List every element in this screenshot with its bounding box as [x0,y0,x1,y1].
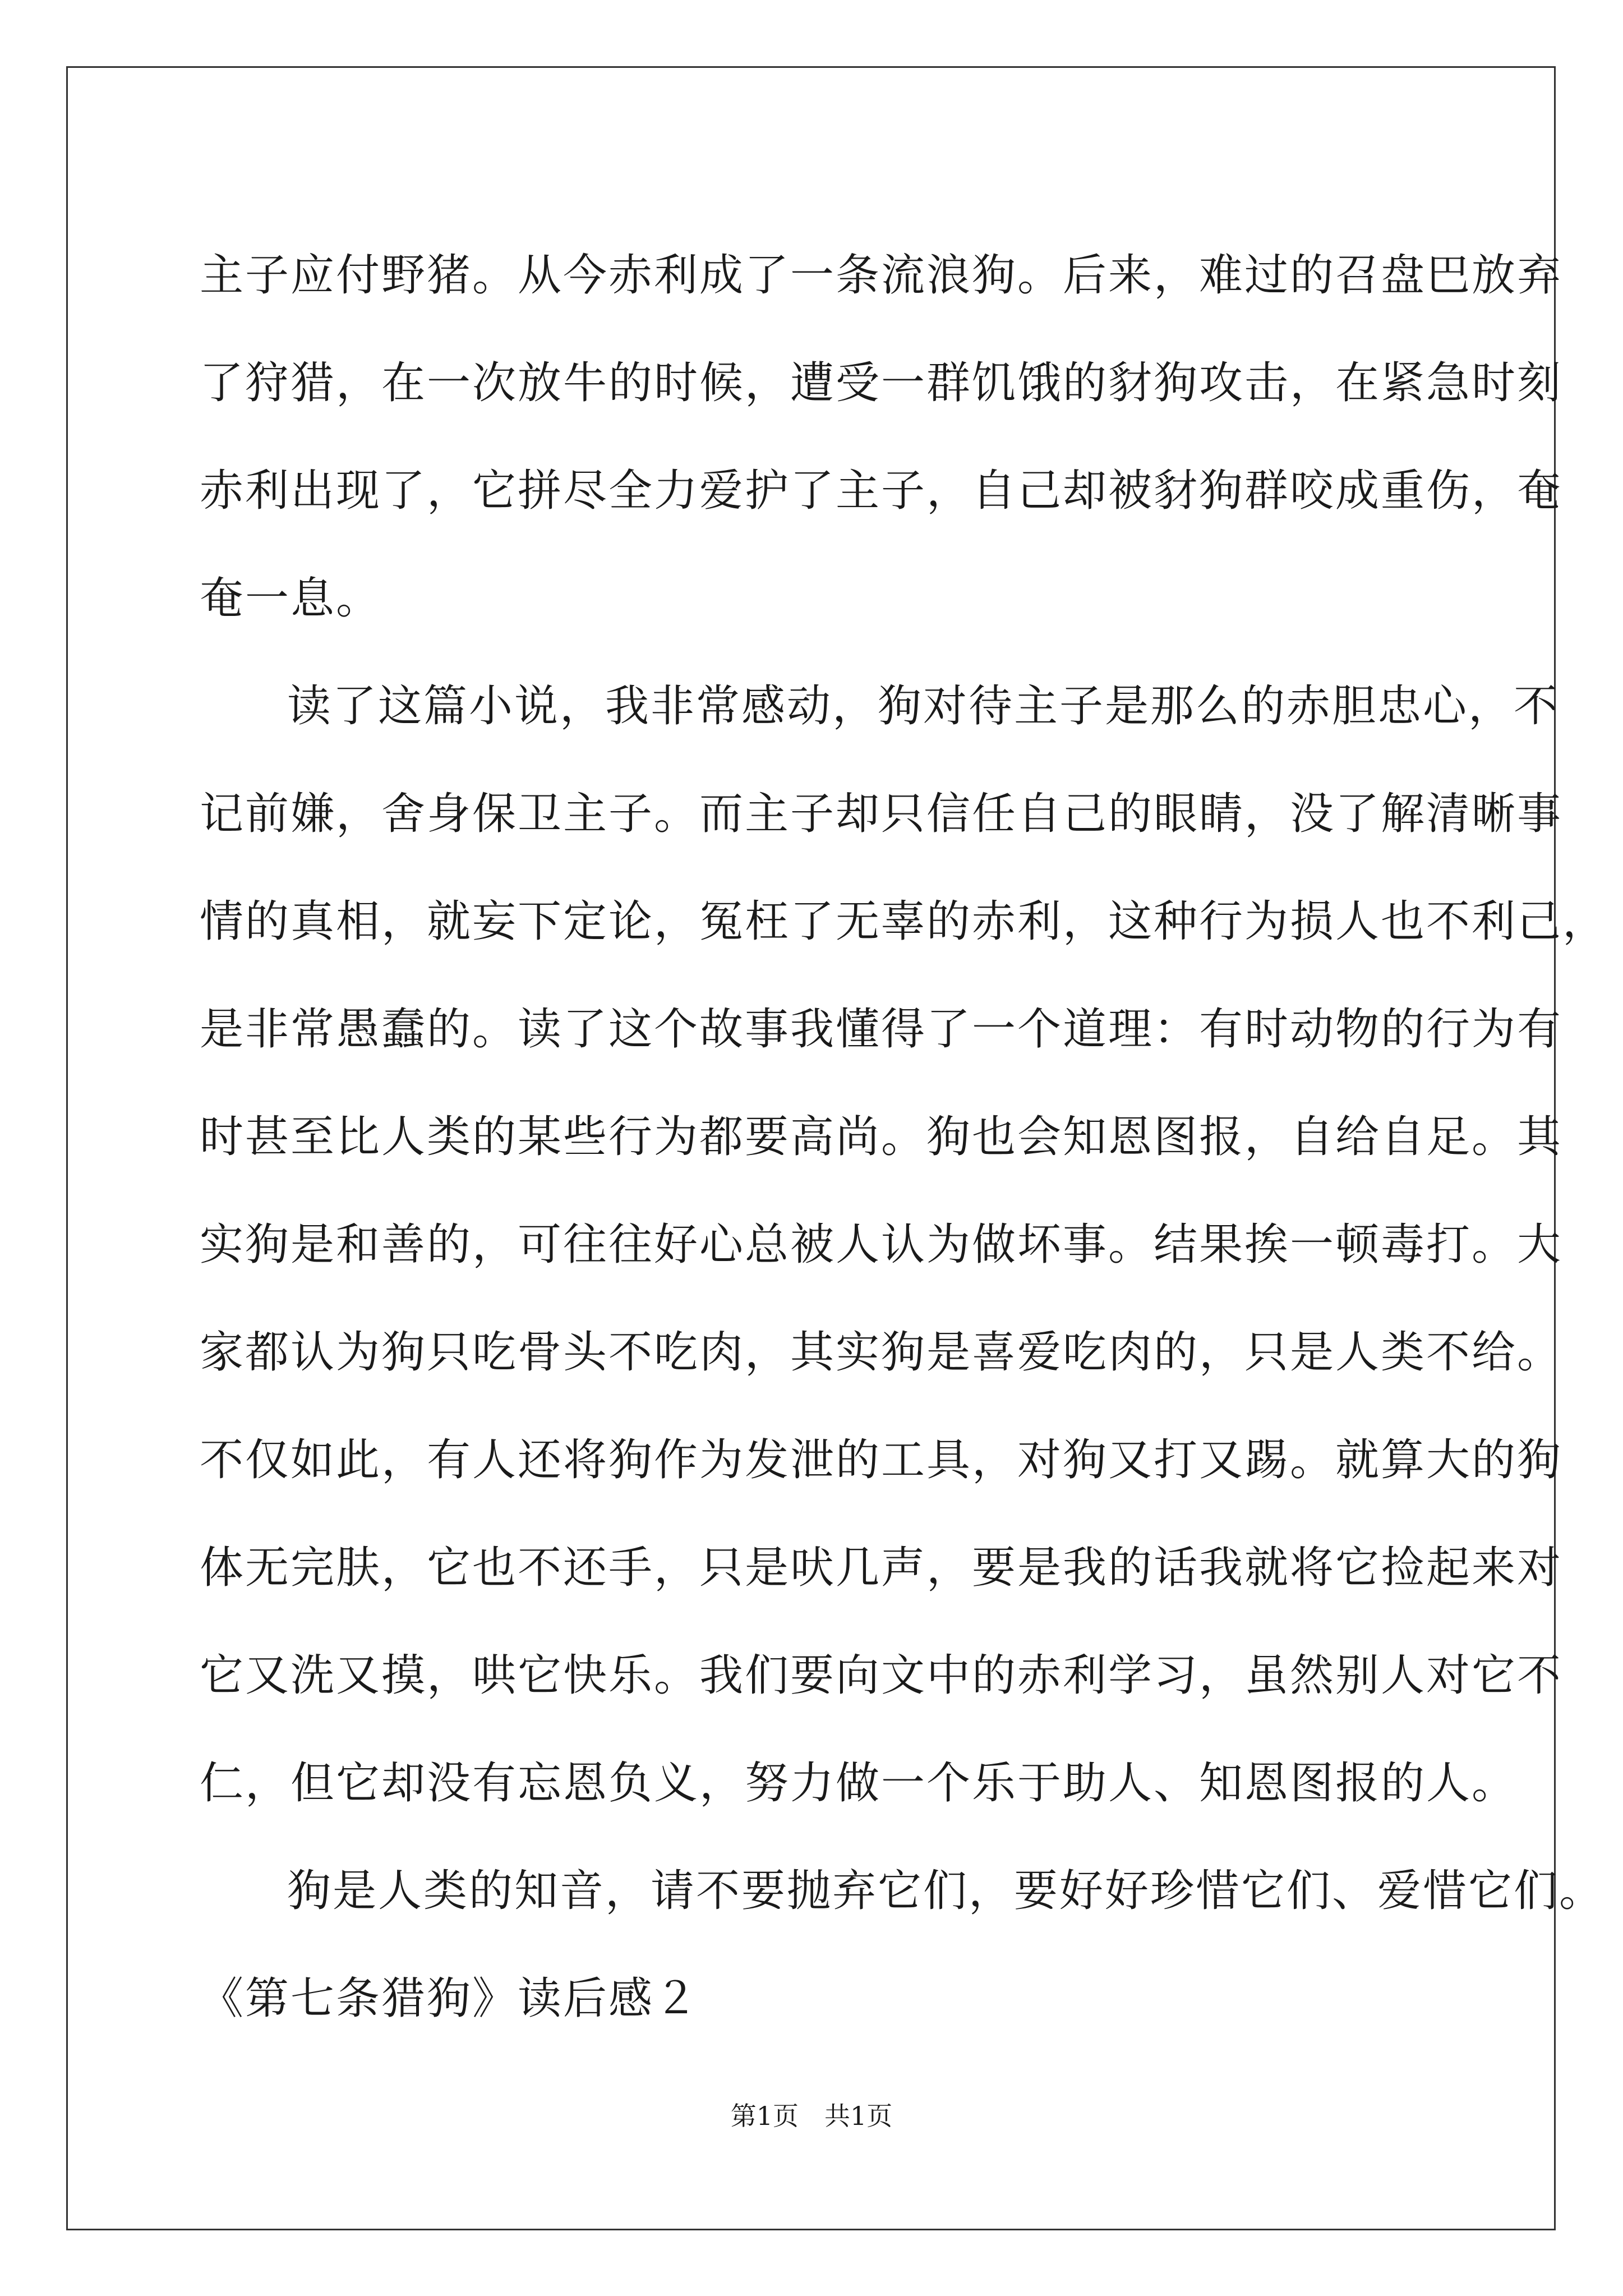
paragraph [200,1837,1605,1945]
text-line: 读了这篇小说，我非常感动，狗对待主子是那么的赤胆忠心，不 [287,681,1560,731]
heading-text: 《第七条猎狗》读后感２ [200,1973,700,2024]
section-heading [200,1945,1428,2053]
page-total: 共1页 [824,2101,893,2131]
text-line: 了狩猎，在一次放牛的时候，遭受一群饥饿的豺狗攻击，在紧急时刻 [200,358,1563,408]
text-line: 不仅如此，有人还将狗作为发泄的工具，对狗又打又踢。就算大的狗 [200,1435,1563,1485]
paragraph [200,652,1608,1837]
text-line: 它又洗又摸，哄它快乐。我们要向文中的赤利学习，虽然别人对它不 [200,1650,1563,1701]
text-line: 情的真相，就妄下定论，冤枉了无辜的赤利，这种行为损人也不利己， [200,896,1608,947]
text-line: 主子应付野猪。从今赤利成了一条流浪狗。后来，难过的召盘巴放弃 [200,250,1563,301]
text-line: 赤利出现了，它拼尽全力爱护了主子，自己却被豺狗群咬成重伤，奄 [200,466,1563,516]
text-line: 实狗是和善的，可往往好心总被人认为做坏事。结果挨一顿毒打。大 [200,1220,1563,1270]
text-line: 记前嫌，舍身保卫主子。而主子却只信任自己的眼睛，没了解清晰事 [200,789,1563,839]
text-line: 体无完肤，它也不还手，只是吠几声，要是我的话我就将它捡起来对 [200,1543,1563,1593]
document-body [200,222,1608,2053]
text-line: 狗是人类的知音，请不要抛弃它们，要好好珍惜它们、爱惜它们。 [287,1866,1605,1916]
paragraph [200,222,1563,652]
page-footer [0,2099,1623,2133]
text-line: 是非常愚蠢的。读了这个故事我懂得了一个道理：有时动物的行为有 [200,1004,1563,1055]
text-line: 家都认为狗只吃骨头不吃肉，其实狗是喜爱吃肉的，只是人类不给。 [200,1327,1563,1378]
text-line: 奄一息。 [200,573,382,624]
page-number: 第1页 [730,2101,799,2131]
text-line: 时甚至比人类的某些行为都要高尚。狗也会知恩图报，自给自足。其 [200,1112,1563,1162]
text-line: 仁，但它却没有忘恩负义，努力做一个乐于助人、知恩图报的人。 [200,1758,1518,1809]
